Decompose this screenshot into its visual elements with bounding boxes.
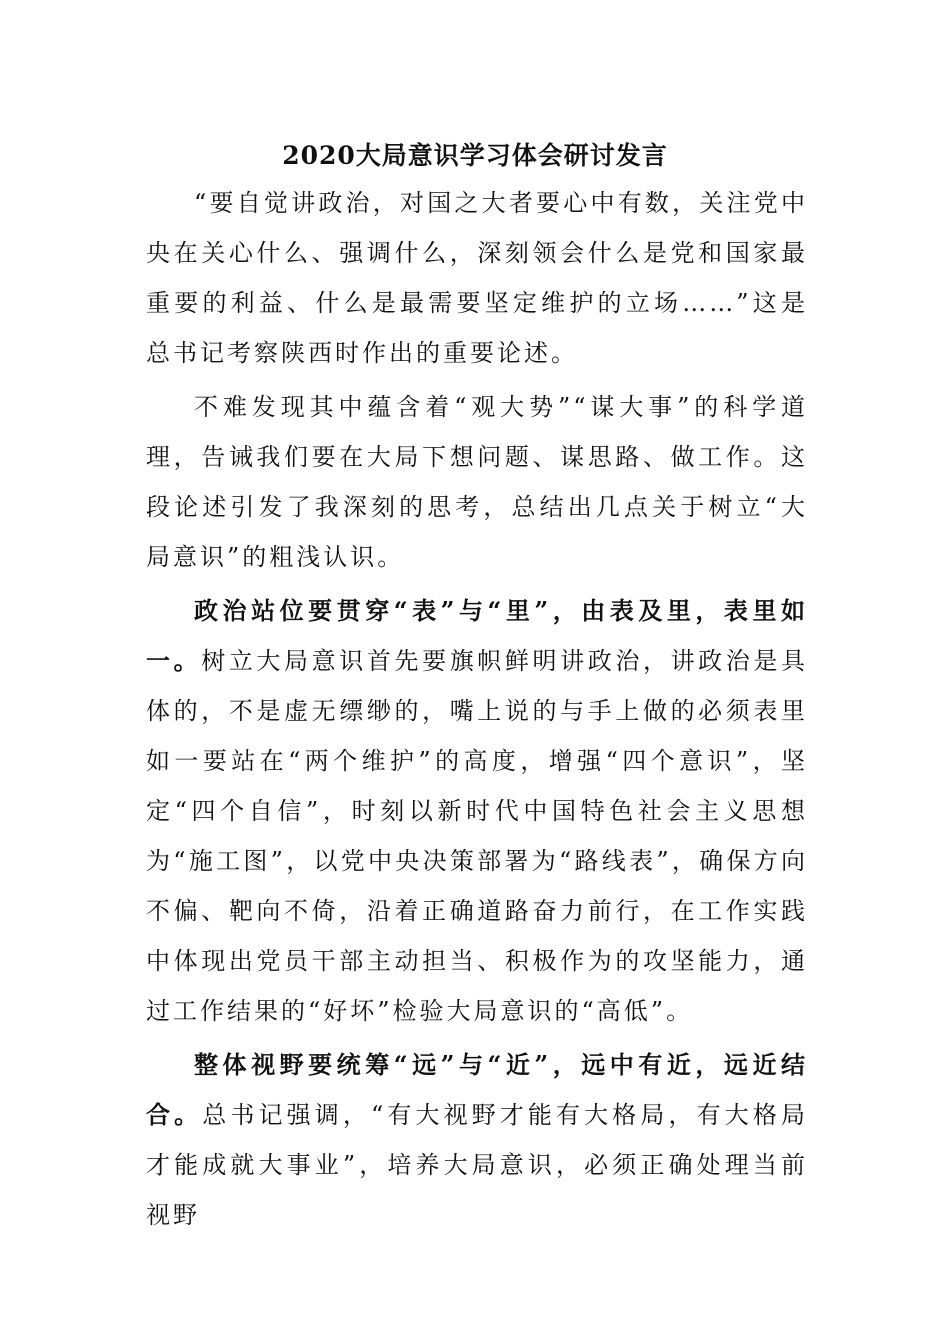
paragraph-3 [146,586,808,1036]
paragraph-4 [146,1040,808,1240]
document-body [146,178,808,1244]
paragraph-1-text: “要自觉讲政治，对国之大者要心中有数，关注党中央在关心什么、强调什么，深刻领会什么是党和国家最重要的利益、什么是最需要坚定维护的立场……”这是总书记考察陕西时作出的重要论述。 [146,189,808,367]
paragraph-3-lead: 政治站位要贯穿“表”与“里”，由表及里，表里如一。 [146,596,808,675]
paragraph-2 [146,382,808,582]
paragraph-4-lead: 整体视野要统筹“远”与“近”，远中有近，远近结合。 [146,1050,808,1129]
paragraph-3-text: 树立大局意识首先要旗帜鲜明讲政治，讲政治是具体的，不是虚无缥缈的，嘴上说的与手上做的必须表里如一要站在“两个维护”的高度，增强“四个意识”，坚定“四个自信”，时刻以新时代中国特色社会主义思想为“施工图”，以党中央决策部署为“路线表”，确保方向不偏、靶向不倚，沿着正确道路奋力前行，在工作实践中体现出党员干部主动担当、积极作为的攻坚能力，通过工作结果的“好坏”检验大局意识的“高低”。 [146,647,808,1025]
paragraph-2-text: 不难发现其中蕴含着“观大势”“谋大事”的科学道理，告诫我们要在大局下想问题、谋思路、做工作。这段论述引发了我深刻的思考，总结出几点关于树立“大局意识”的粗浅认识。 [146,393,808,571]
paragraph-1 [146,178,808,378]
document-title: 2020大局意识学习体会研讨发言 [282,141,668,170]
paragraph-4-text: 总书记强调，“有大视野才能有大格局，有大格局才能成就大事业”，培养大局意识，必须正确处理当前视野 [146,1101,809,1229]
